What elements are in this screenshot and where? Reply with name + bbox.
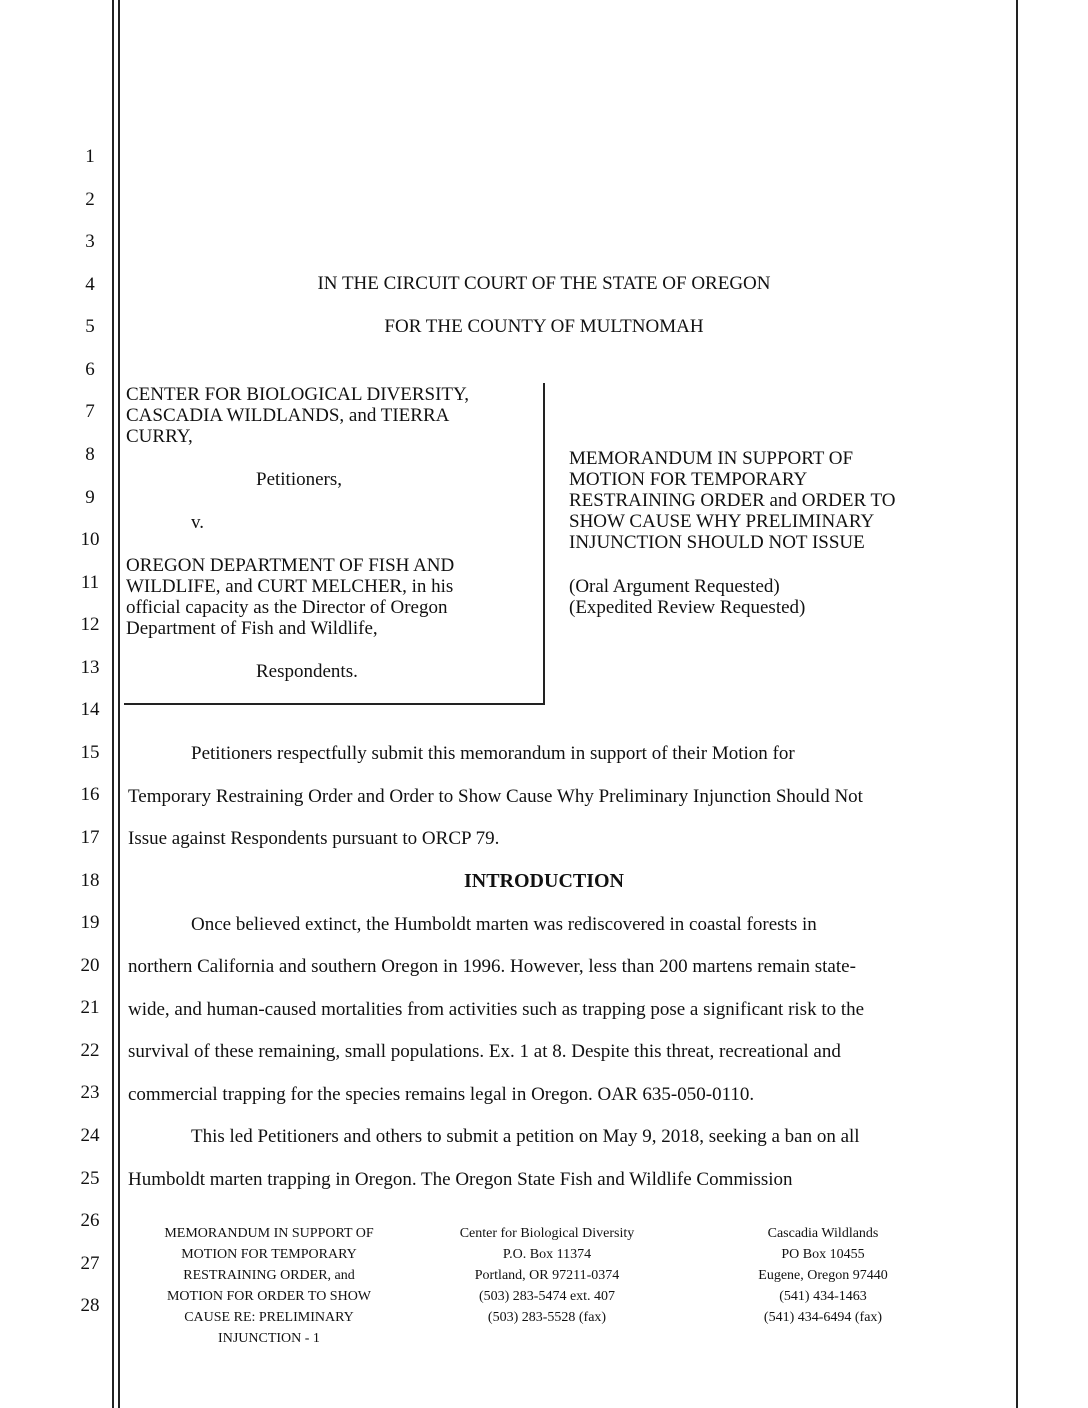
court-name: IN THE CIRCUIT COURT OF THE STATE OF OREGON	[317, 273, 771, 294]
court-county: FOR THE COUNTY OF MULTNOMAH	[384, 316, 704, 337]
caption-line: WILDLIFE, and CURT MELCHER, in his	[126, 576, 454, 597]
line-number: 14	[80, 699, 100, 720]
line-number: 6	[85, 359, 95, 380]
body-line: northern California and southern Oregon in 1996. However, less than 200 martens remain state-	[128, 956, 856, 977]
line-number: 26	[80, 1210, 100, 1231]
body-line: wide, and human-caused mortalities from activities such as trapping pose a significant risk to the	[128, 999, 865, 1020]
footer-line: MOTION FOR TEMPORARY	[181, 1247, 357, 1262]
footer-line: (503) 283-5528 (fax)	[487, 1310, 607, 1325]
body-line: Humboldt marten trapping in Oregon. The Oregon State Fish and Wildlife Commission	[128, 1169, 793, 1190]
body-line: Petitioners respectfully submit this memorandum in support of their Motion for	[191, 743, 795, 764]
footer-line: (541) 434-6494 (fax)	[763, 1310, 883, 1325]
line-number: 25	[80, 1168, 100, 1189]
caption-line: official capacity as the Director of Oregon	[126, 597, 448, 618]
line-number: 22	[80, 1040, 100, 1061]
line-number: 16	[80, 784, 100, 805]
petitioners-label: Petitioners,	[256, 469, 343, 490]
caption-divider-horizontal	[124, 703, 545, 705]
footer-line: P.O. Box 11374	[502, 1247, 592, 1262]
section-heading: INTRODUCTION	[463, 870, 625, 892]
document-title	[569, 448, 896, 553]
body-line: Once believed extinct, the Humboldt marten was rediscovered in coastal forests in	[191, 914, 817, 935]
footer-center-address	[420, 1223, 674, 1328]
footer-line: (503) 283-5474 ext. 407	[478, 1289, 616, 1304]
line-number: 4	[85, 274, 95, 295]
body-line: Temporary Restraining Order and Order to Show Cause Why Preliminary Injunction Should Not	[128, 786, 863, 807]
caption-divider-vertical	[543, 383, 545, 703]
footer-line: MEMORANDUM IN SUPPORT OF	[164, 1226, 374, 1241]
footer-line: Cascadia Wildlands	[767, 1226, 879, 1241]
line-number: 7	[85, 401, 95, 422]
line-number: 13	[80, 657, 100, 678]
line-number: 20	[80, 955, 100, 976]
title-line: MOTION FOR TEMPORARY	[569, 469, 808, 490]
line-number: 18	[80, 870, 100, 891]
left-margin-rule-outer	[112, 0, 114, 1408]
line-number: 2	[85, 189, 95, 210]
footer-line: (541) 434-1463	[779, 1289, 867, 1304]
footer-line: Portland, OR 97211-0374	[474, 1268, 620, 1283]
line-number: 5	[85, 316, 95, 337]
line-number: 12	[80, 614, 100, 635]
line-number: 8	[85, 444, 95, 465]
argument-requests	[569, 576, 805, 618]
line-number: 1	[85, 146, 95, 167]
versus: v.	[191, 512, 205, 533]
line-number: 17	[80, 827, 100, 848]
petitioners-names	[126, 384, 469, 447]
body-line: survival of these remaining, small populations. Ex. 1 at 8. Despite this threat, recreational and	[128, 1041, 841, 1062]
line-number: 23	[80, 1082, 100, 1103]
line-number: 21	[80, 997, 100, 1018]
line-number: 11	[80, 572, 100, 593]
line-number: 28	[80, 1295, 100, 1316]
respondents-label: Respondents.	[256, 661, 358, 682]
line-number: 27	[80, 1253, 100, 1274]
caption-line: CASCADIA WILDLANDS, and TIERRA	[126, 405, 450, 426]
body-line: Issue against Respondents pursuant to ORCP 79.	[128, 828, 500, 849]
title-line: MEMORANDUM IN SUPPORT OF	[569, 448, 854, 469]
title-line: SHOW CAUSE WHY PRELIMINARY	[569, 511, 875, 532]
footer-document-title	[128, 1223, 410, 1349]
caption-line: CURRY,	[126, 426, 193, 447]
footer-line: PO Box 10455	[781, 1247, 865, 1262]
respondents-names	[126, 555, 454, 639]
footer-line: INJUNCTION - 1	[218, 1331, 320, 1346]
title-line: INJUNCTION SHOULD NOT ISSUE	[569, 532, 865, 553]
line-number: 24	[80, 1125, 100, 1146]
footer-line: Center for Biological Diversity	[459, 1226, 635, 1241]
footer-line: RESTRAINING ORDER, and	[183, 1268, 355, 1283]
line-number: 15	[80, 742, 100, 763]
footer-line: CAUSE RE: PRELIMINARY	[184, 1310, 354, 1325]
body-line: This led Petitioners and others to submit a petition on May 9, 2018, seeking a ban on all	[191, 1126, 860, 1147]
line-number: 9	[85, 487, 95, 508]
footer-line: Eugene, Oregon 97440	[758, 1268, 888, 1283]
line-number: 19	[80, 912, 100, 933]
line-number: 3	[85, 231, 95, 252]
line-number: 10	[80, 529, 100, 550]
body-line: commercial trapping for the species remains legal in Oregon. OAR 635-050-0110.	[128, 1084, 755, 1105]
caption-line: CENTER FOR BIOLOGICAL DIVERSITY,	[126, 384, 470, 405]
request-line: (Expedited Review Requested)	[569, 597, 806, 618]
caption-line: OREGON DEPARTMENT OF FISH AND	[126, 555, 455, 576]
request-line: (Oral Argument Requested)	[569, 576, 780, 597]
footer-cascadia-address	[714, 1223, 932, 1328]
footer-line: MOTION FOR ORDER TO SHOW	[166, 1289, 372, 1304]
title-line: RESTRAINING ORDER and ORDER TO	[569, 490, 896, 511]
caption-line: Department of Fish and Wildlife,	[126, 618, 378, 639]
left-margin-rule-inner	[118, 0, 120, 1408]
right-margin-rule	[1016, 0, 1018, 1408]
